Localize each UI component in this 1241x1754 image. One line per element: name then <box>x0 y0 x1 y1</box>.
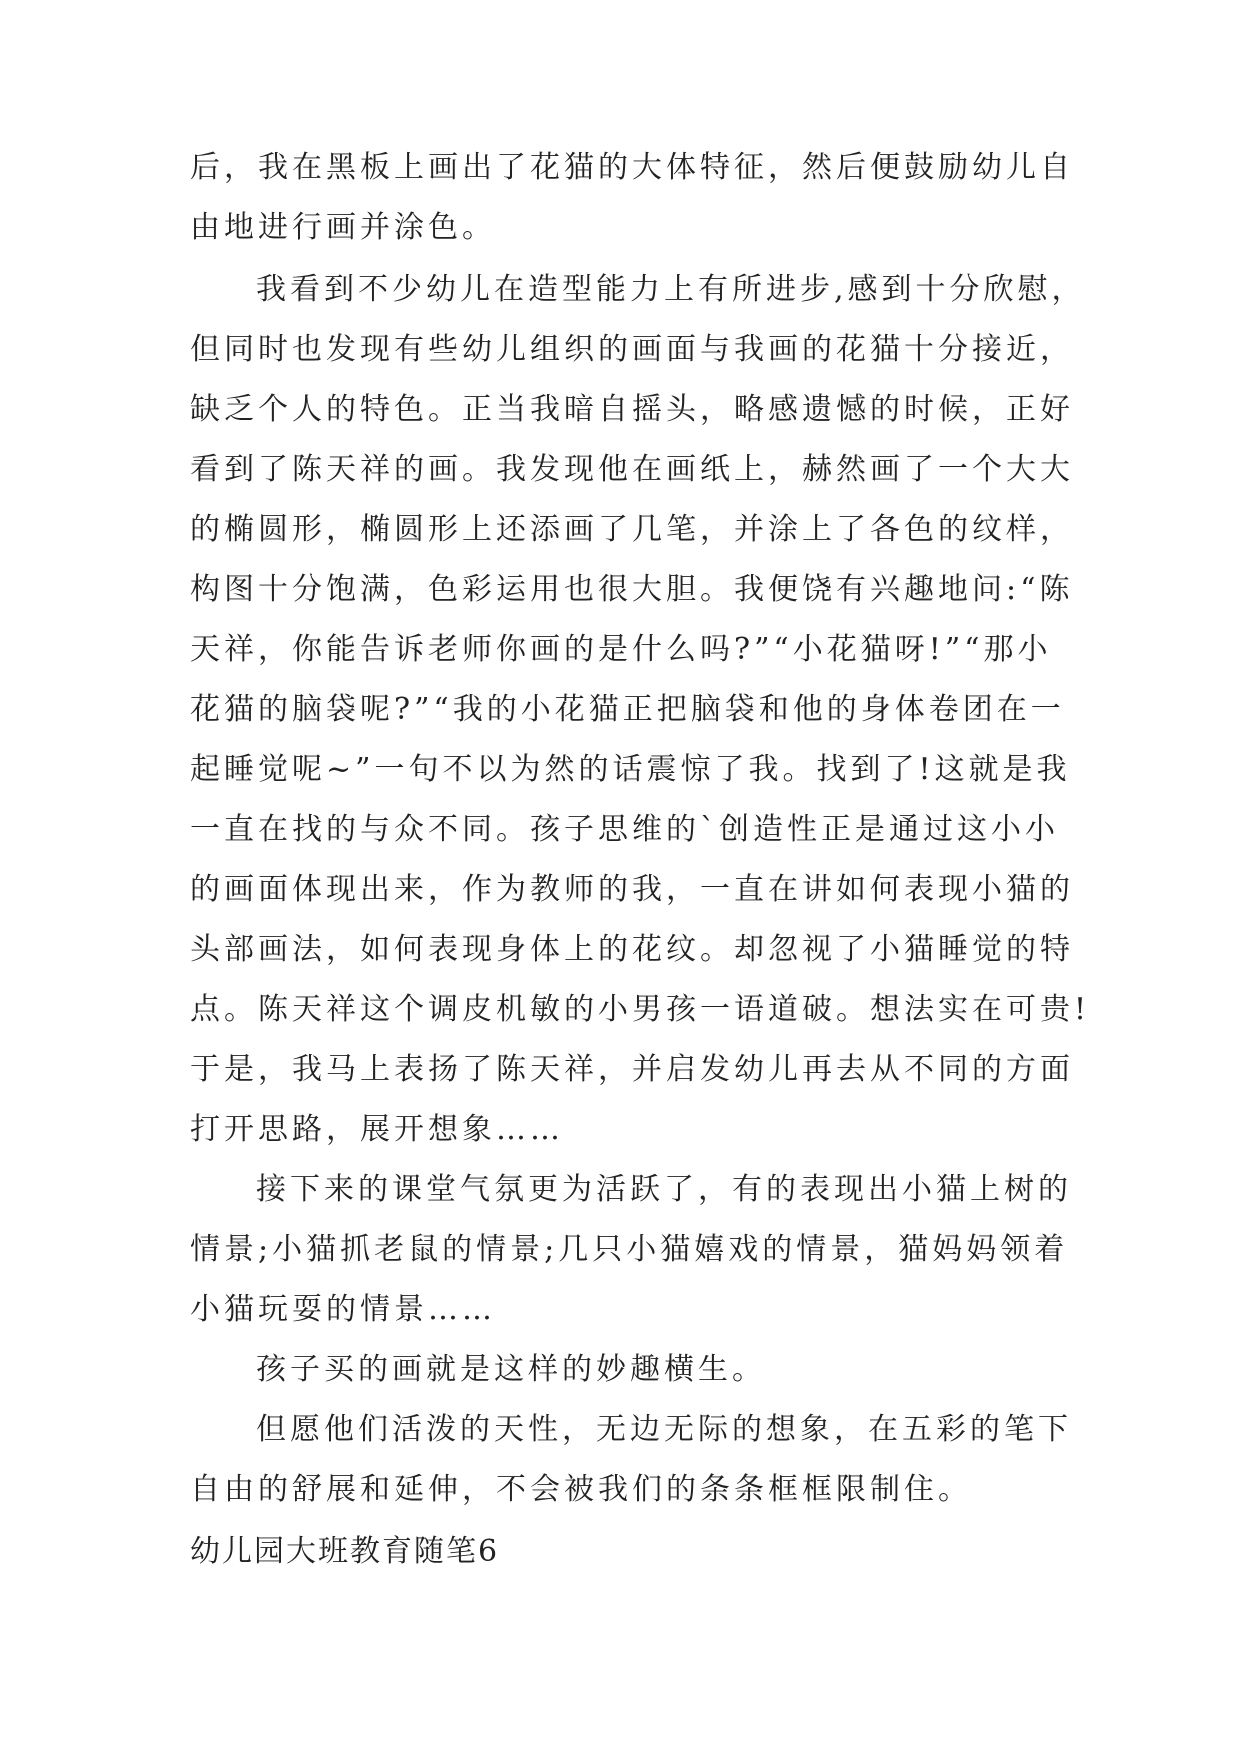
text-line: 但同时也发现有些幼儿组织的画面与我画的花猫十分接近， <box>190 332 1074 367</box>
text-line: 天祥，你能告诉老师你画的是什么吗?”“小花猫呀!”“那小 <box>190 632 1052 667</box>
paragraph-first-line: 孩子买的画就是这样的妙趣横生。 <box>256 1352 766 1387</box>
text-line: 起睡觉呢~”一句不以为然的话震惊了我。找到了!这就是我 <box>190 752 1071 787</box>
paragraph-first-line: 但愿他们活泼的天性，无边无际的想象，在五彩的笔下 <box>256 1412 1072 1447</box>
text-line: 构图十分饱满，色彩运用也很大胆。我便饶有兴趣地问:“陈 <box>190 572 1074 607</box>
text-line: 头部画法，如何表现身体上的花纹。却忽视了小猫睡觉的特 <box>190 932 1074 967</box>
text-line: 看到了陈天祥的画。我发现他在画纸上，赫然画了一个大大 <box>190 452 1074 487</box>
text-line: 缺乏个人的特色。正当我暗自摇头，略感遗憾的时候，正好 <box>190 392 1074 427</box>
text-line: 的椭圆形，椭圆形上还添画了几笔，并涂上了各色的纹样， <box>190 512 1074 547</box>
text-line: 后，我在黑板上画出了花猫的大体特征，然后便鼓励幼儿自 <box>190 150 1074 185</box>
text-line: 一直在找的与众不同。孩子思维的`创造性正是通过这小小 <box>190 812 1059 847</box>
paragraph-first-line: 我看到不少幼儿在造型能力上有所进步,感到十分欣慰， <box>256 272 1086 307</box>
paragraph-first-line: 接下来的课堂气氛更为活跃了，有的表现出小猫上树的 <box>256 1172 1072 1207</box>
text-line: 打开思路，展开想象…… <box>190 1112 564 1147</box>
text-line: 的画面体现出来，作为教师的我，一直在讲如何表现小猫的 <box>190 872 1074 907</box>
text-line: 小猫玩耍的情景…… <box>190 1292 496 1327</box>
text-line: 由地进行画并涂色。 <box>190 210 496 245</box>
text-line: 于是，我马上表扬了陈天祥，并启发幼儿再去从不同的方面 <box>190 1052 1074 1087</box>
text-line: 情景;小猫抓老鼠的情景;几只小猫嬉戏的情景，猫妈妈领着 <box>190 1232 1069 1267</box>
section-heading: 幼儿园大班教育随笔6 <box>190 1534 500 1569</box>
text-line: 自由的舒展和延伸，不会被我们的条条框框限制住。 <box>190 1472 972 1507</box>
text-line: 点。陈天祥这个调皮机敏的小男孩一语道破。想法实在可贵! <box>190 992 1091 1027</box>
text-line: 花猫的脑袋呢?”“我的小花猫正把脑袋和他的身体卷团在一 <box>190 692 1065 727</box>
